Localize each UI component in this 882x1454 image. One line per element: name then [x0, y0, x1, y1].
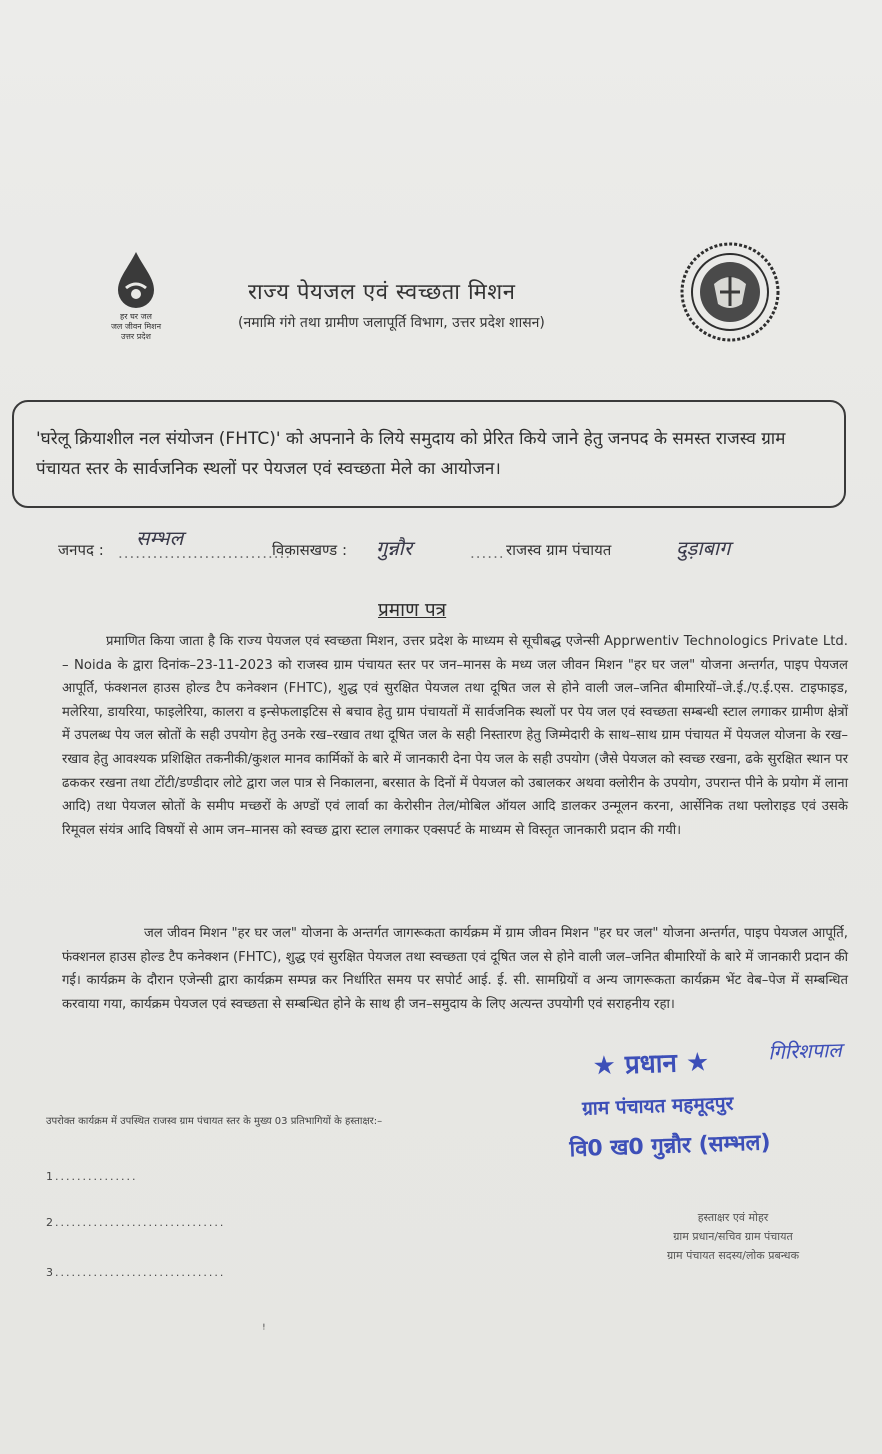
- participant-line-3: 3...............................: [46, 1266, 226, 1279]
- district-label: जनपद :: [58, 541, 104, 559]
- district-dots: ..............................: [118, 544, 292, 562]
- district-value: सम्भल: [136, 526, 184, 550]
- location-fields: [58, 526, 858, 566]
- logo-caption-1: हर घर जल: [120, 312, 152, 321]
- logo-caption-3: उत्तर प्रदेश: [121, 332, 151, 341]
- participants-note: उपरोक्त कार्यक्रम में उपस्थित राजस्व ग्राम पंचायत स्तर के मुख्य 03 प्रतिभागियों के हस्ताक्षर:–: [46, 1116, 383, 1127]
- panchayat-value: दुड़ाबाग: [676, 536, 731, 560]
- certificate-title: प्रमाण पत्र: [378, 599, 447, 621]
- certificate-paragraph-2: जल जीवन मिशन "हर घर जल" योजना के अन्तर्गत जागरूकता कार्यक्रम में ग्राम जीवन मिशन "हर घर जल" योजना अन्तर्गत, पाइप पेयजल आपूर्ति, फंक्शनल हाउस होल्ड टैप कनेक्शन (FHTC), शुद्ध एवं सुरक्षित पेयजल तथा स्वच्छता एवं दूषित जल से होने वाली जल–जनित बीमारियों के बारे में जानकारी प्रदान की गई। कार्यक्रम के दौरान एजेन्सी द्वारा कार्यक्रम सम्पन्न कर निर्धारित समय पर सपोर्ट आई. ई. सी. सामग्रियों व अन्य जागरूकता कार्यक्रम भेंट वेब–पेज में सम्बन्धित करवाया गया, कार्यक्रम पेयजल एवं स्वच्छता से सम्बन्धित होने के साथ ही जन–समुदाय के लिए अत्यन्त उपयोगी एवं सराहनीय रहा।: [62, 926, 848, 1012]
- organization-title: राज्य पेयजल एवं स्वच्छता मिशन: [248, 280, 516, 305]
- pradhan-stamp: [564, 1033, 878, 1174]
- water-drop-icon: [114, 250, 158, 308]
- signatory-line-1: हस्ताक्षर एवं मोहर: [697, 1211, 769, 1224]
- stray-mark: ꜝ: [262, 1322, 266, 1338]
- pradhan-signature: गिरिशपाल: [767, 1037, 843, 1065]
- signatory-block: [618, 1208, 848, 1265]
- signatory-line-3: ग्राम पंचायत सदस्य/लोक प्रबन्धक: [666, 1249, 800, 1262]
- stamp-panchayat-name: ग्राम पंचायत महमूदपुर: [581, 1092, 734, 1120]
- block-dots: ......: [470, 544, 505, 562]
- stamp-pradhan-text: ★ प्रधान ★: [592, 1047, 710, 1082]
- block-label: विकासखण्ड :: [272, 541, 348, 559]
- logo-caption-2: जल जीवन मिशन: [110, 322, 162, 331]
- participant-line-2: 2...............................: [46, 1216, 226, 1229]
- event-banner: 'घरेलू क्रियाशील नल संयोजन (FHTC)' को अपनाने के लिये समुदाय को प्रेरित किये जाने हेतु जनपद के समस्त राजस्व ग्राम पंचायत स्तर के सार्वजनिक स्थलों पर पेयजल एवं स्वच्छता मेले का आयोजन।: [12, 400, 846, 508]
- block-value: गुन्नौर: [376, 536, 413, 560]
- certificate-paragraph-1: प्रमाणित किया जाता है कि राज्य पेयजल एवं स्वच्छता मिशन, उत्तर प्रदेश के माध्यम से सूचीबद्ध एजेन्सी Apprwentiv Technologics Private Ltd. – Noida के द्वारा दिनांक–23-11-2023 को राजस्व ग्राम पंचायत स्तर पर जन–मानस के मध्य जल जीवन मिशन "हर घर जल" योजना अन्तर्गत, पाइप पेयजल आपूर्ति, फंक्शनल हाउस होल्ड टैप कनेक्शन (FHTC), शुद्ध एवं सुरक्षित पेयजल तथा दूषित जल से होने वाली जल–जनित बीमारियों–जे.ई./ए.ई.एस. टाइफाइड, मलेरिया, डायरिया, फाइलेरिया, कालरा व इन्सेफलाइटिस से बचाव हेतु ग्राम पंचायतों में सार्वजनिक स्थलों पर पेय जल एवं स्वच्छता सम्बन्धी स्टाल लगाकर ग्रामीण क्षेत्रों में उपलब्ध पेय जल स्रोतों के सही उपयोग हेतु उनके रख–रखाव तथा दूषित जल के सही निस्तारण हेतु जिम्मेदारी के साथ–साथ ग्राम पंचायत में पेयजल योजना के रख–रखाव हेतु आवश्यक प्रशिक्षित तकनीकी/कुशल मानव कार्मिकों के बारे में जानकारी देना पेय जल के सही उपयोग (जैसे पेयजल को स्वच्छ रखना, ढके सुरक्षित स्थान पर ढककर रखना तथा टोंटी/डण्डीदार लोटे द्वारा जल पात्र से निकालना, बरसात के दिनों में पेयजल को उबालकर अथवा क्लोरीन के उपयोग, उपरान्त पीने के प्रयोग में लाना आदि) तथा पेयजल स्रोतों के समीप मच्छरों के अण्डों एवं लार्वा का केरोसीन तेल/मोबिल ऑयल आदि डालकर उन्मूलन करना, आर्सेनिक तथा फ्लोराइड एवं उसके रिमूवल संयंत्र आदि विषयों से आम जन–मानस को स्वच्छ द्वारा स्टाल लगाकर एक्सपर्ट के माध्यम से विस्तृत जानकारी प्रदान की गयी।: [62, 634, 848, 838]
- organization-subtitle: (नमामि गंगे तथा ग्रामीण जलापूर्ति विभाग, उत्तर प्रदेश शासन): [238, 315, 545, 331]
- signatory-line-2: ग्राम प्रधान/सचिव ग्राम पंचायत: [673, 1230, 793, 1243]
- stamp-block-district: वि0 ख0 गुन्नौर (सम्भल): [569, 1130, 771, 1163]
- jal-jeevan-mission-logo: [96, 250, 176, 350]
- up-government-seal-icon: [678, 240, 782, 344]
- panchayat-label: राजस्व ग्राम पंचायत: [506, 541, 612, 559]
- participant-line-1: 1...............: [46, 1170, 138, 1183]
